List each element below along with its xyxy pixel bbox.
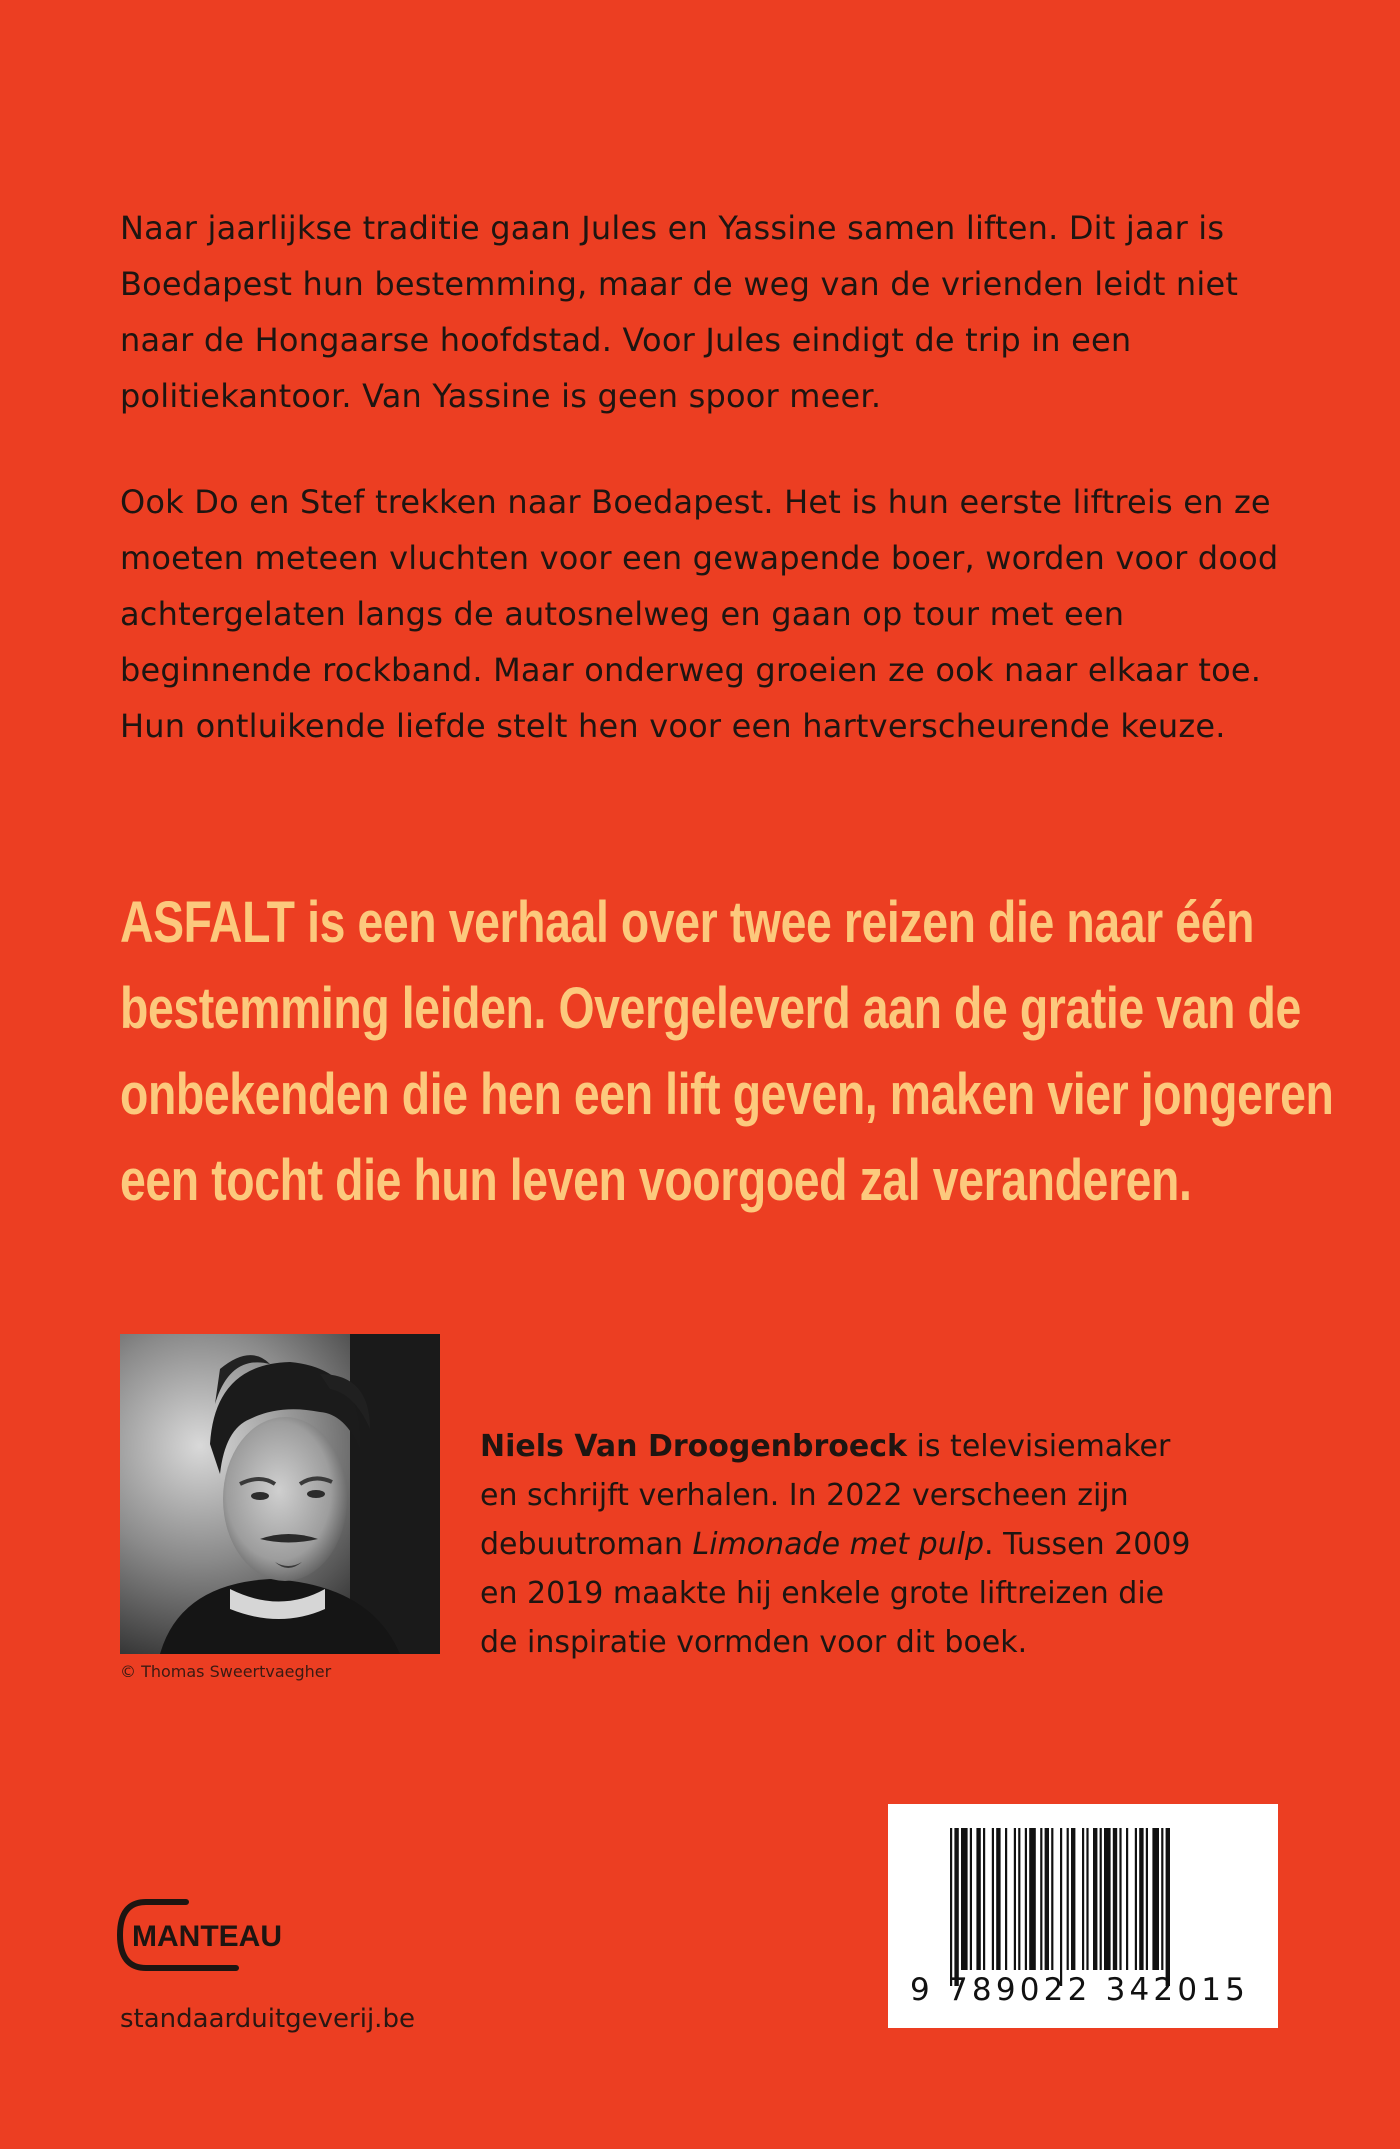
pullquote-line: bestemming leiden. Overgeleverd aan de gratie van de <box>120 976 1301 1041</box>
barcode-bar <box>970 1828 972 1970</box>
barcode-bar <box>1051 1828 1053 1970</box>
barcode-bar <box>996 1828 1000 1970</box>
barcode-bar <box>1082 1828 1084 1970</box>
barcode-bar <box>1045 1828 1049 1970</box>
manteau-logo <box>116 1890 316 1980</box>
barcode-bar <box>1029 1828 1036 1970</box>
barcode-bar <box>954 1828 958 1986</box>
barcode-bar <box>1146 1828 1148 1970</box>
barcode-bar <box>976 1828 980 1970</box>
logo-text: MANTEAU <box>132 1920 282 1953</box>
author-bio <box>480 1422 1240 1667</box>
barcode-bar <box>1119 1828 1121 1970</box>
barcode-bar <box>1135 1828 1137 1970</box>
barcode-bar <box>1093 1828 1097 1970</box>
bio-line: en 2019 maakte hij enkele grote liftreizen die <box>480 1576 1165 1611</box>
barcode-bar <box>950 1828 952 1986</box>
barcode-bar <box>1067 1828 1069 1970</box>
barcode-bar <box>1100 1828 1102 1970</box>
bio-line <box>480 1422 1240 1471</box>
bio-line: de inspiratie vormden voor dit boek. <box>480 1625 1028 1660</box>
barcode-bar <box>1040 1828 1042 1970</box>
barcode-bar <box>1025 1828 1027 1970</box>
pullquote-line: een tocht die hun leven voorgoed zal veranderen. <box>120 1148 1192 1213</box>
barcode-bar <box>1166 1828 1170 1986</box>
barcode-bar <box>1071 1828 1075 1970</box>
bio-text: is televisiemaker <box>907 1429 1171 1464</box>
barcode-bar <box>1104 1828 1111 1970</box>
barcode-bar <box>1060 1828 1062 1986</box>
synopsis-paragraph-1: Naar jaarlijkse traditie gaan Jules en Yassine samen liften. Dit jaar is Boedapest hun bestemming, maar de weg van de vrienden leidt niet naar de Hongaarse hoofdstad. Voor Jules eindigt de trip in een politiekantoor. Van Yassine is geen spoor meer. <box>120 209 1239 415</box>
barcode-bar <box>1005 1828 1007 1970</box>
author-name: Niels Van Droogenbroeck <box>480 1429 908 1464</box>
barcode-bar <box>992 1828 994 1970</box>
barcode-bar <box>1126 1828 1128 1970</box>
barcode-bar <box>1113 1828 1117 1970</box>
bio-text: debuutroman <box>480 1527 693 1562</box>
bio-text: . Tussen 2009 <box>984 1527 1191 1562</box>
publisher-website: standaarduitgeverij.be <box>120 2004 415 2034</box>
barcode-bar <box>961 1828 968 1970</box>
barcode-bar <box>1018 1828 1020 1970</box>
author-photo <box>120 1334 440 1654</box>
barcode-bar <box>1139 1828 1143 1970</box>
book-title: Limonade met pulp <box>692 1527 985 1562</box>
pullquote-line: ASFALT is een verhaal over twee reizen die naar één <box>120 890 1255 955</box>
bio-line <box>480 1520 1240 1569</box>
synopsis-paragraph-2: Ook Do en Stef trekken naar Boedapest. Het is hun eerste liftreis en ze moeten meteen vluchten voor een gewapende boer, worden voor dood achtergelaten langs de autosnelweg en gaan op tour met een beginnende rockband. Maar onderweg groeien ze ook naar elkaar toe. Hun ontluikende liefde stelt hen voor een hartverscheurende keuze. <box>120 483 1279 745</box>
pullquote-line: onbekenden die hen een lift geven, maken vier jongeren <box>120 1062 1334 1127</box>
barcode-bar <box>1152 1828 1159 1970</box>
barcode-bar <box>1014 1828 1016 1970</box>
photo-credit: © Thomas Sweertvaegher <box>120 1662 332 1681</box>
barcode-bar <box>1086 1828 1088 1970</box>
bio-line: en schrijft verhalen. In 2022 verscheen zijn <box>480 1478 1129 1513</box>
barcode-bar <box>983 1828 985 1970</box>
isbn-number: 9 789022 342015 <box>910 1972 1250 2008</box>
barcode-bar <box>1161 1828 1163 1970</box>
barcode <box>888 1804 1278 2028</box>
pullquote <box>120 880 1334 1224</box>
